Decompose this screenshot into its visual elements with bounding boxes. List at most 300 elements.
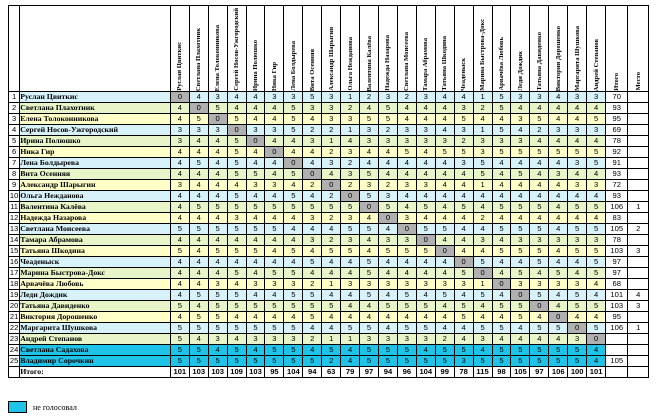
score-cell: 3 <box>530 279 549 290</box>
score-cell: 3 <box>568 279 587 290</box>
score-cell: 5 <box>322 202 341 213</box>
score-cell: 5 <box>530 356 549 367</box>
table-row <box>9 268 649 279</box>
participant-name: Ника Гир <box>20 147 171 158</box>
score-cell: 4 <box>587 213 606 224</box>
score-cell: 5 <box>530 114 549 125</box>
column-header-label: Ирина Полюшко <box>251 40 259 91</box>
score-cell: 3 <box>303 136 322 147</box>
score-cell: 3 <box>454 158 473 169</box>
score-cell: 2 <box>322 191 341 202</box>
score-cell: 4 <box>549 224 568 235</box>
score-cell: 3 <box>208 279 227 290</box>
score-cell: 4 <box>473 345 492 356</box>
score-cell: 4 <box>189 246 208 257</box>
score-cell: 5 <box>454 312 473 323</box>
score-cell: 4 <box>549 180 568 191</box>
score-cell: 3 <box>549 279 568 290</box>
score-cell: 5 <box>227 323 246 334</box>
score-cell: 4 <box>265 246 284 257</box>
column-header-label: Татьяна Давиденко <box>535 32 543 91</box>
column-header <box>549 6 568 92</box>
score-cell: 4 <box>208 345 227 356</box>
place-cell <box>628 191 649 202</box>
score-cell: 3 <box>549 125 568 136</box>
score-cell: 5 <box>227 290 246 301</box>
score-cell: 4 <box>492 334 511 345</box>
score-cell: 5 <box>265 323 284 334</box>
score-cell: 5 <box>284 103 303 114</box>
score-cell: 5 <box>208 246 227 257</box>
score-cell: 3 <box>397 136 416 147</box>
score-cell: 3 <box>341 235 360 246</box>
score-cell: 5 <box>360 224 379 235</box>
score-cell: 3 <box>568 158 587 169</box>
score-cell: 5 <box>303 356 322 367</box>
participant-name: Тамара Абрамова <box>20 235 171 246</box>
score-cell: 4 <box>170 202 189 213</box>
score-cell: 5 <box>492 103 511 114</box>
score-cell: 5 <box>492 246 511 257</box>
participant-name: Светлана Плахотник <box>20 103 171 114</box>
score-cell: 3 <box>416 334 435 345</box>
score-cell: 4 <box>454 334 473 345</box>
score-cell: 4 <box>435 103 454 114</box>
score-cell: 4 <box>492 257 511 268</box>
total-cell: 72 <box>606 180 628 191</box>
table-row <box>9 345 649 356</box>
score-cell: 3 <box>568 180 587 191</box>
total-cell: 91 <box>606 158 628 169</box>
score-cell: 5 <box>284 202 303 213</box>
score-cell: 3 <box>303 103 322 114</box>
score-cell: 4 <box>170 268 189 279</box>
score-cell: 3 <box>511 114 530 125</box>
score-cell: 5 <box>208 103 227 114</box>
row-number: 14 <box>9 235 19 244</box>
score-cell: 2 <box>378 180 397 191</box>
score-cell: 5 <box>549 268 568 279</box>
score-cell: 5 <box>416 301 435 312</box>
column-header <box>454 6 473 92</box>
score-cell: 4 <box>568 191 587 202</box>
column-header-label: Чеаденыск <box>460 58 468 91</box>
score-cell: 5 <box>492 323 511 334</box>
score-cell: 5 <box>284 301 303 312</box>
score-cell: 3 <box>416 279 435 290</box>
score-cell: 4 <box>189 92 208 103</box>
score-cell: 4 <box>435 180 454 191</box>
column-header-label: Андрей Степанов <box>592 38 600 91</box>
score-cell: 4 <box>530 158 549 169</box>
score-cell: 5 <box>511 356 530 367</box>
score-cell: 4 <box>416 257 435 268</box>
score-cell: 4 <box>378 169 397 180</box>
score-cell: 4 <box>208 191 227 202</box>
score-cell: 4 <box>284 136 303 147</box>
score-cell: 4 <box>208 169 227 180</box>
total-cell: 103 <box>606 246 628 257</box>
score-cell: 4 <box>511 257 530 268</box>
table-row <box>9 147 649 158</box>
score-cell: 4 <box>587 290 606 301</box>
table-row <box>9 103 649 114</box>
score-cell: 3 <box>397 213 416 224</box>
score-cell: 4 <box>568 268 587 279</box>
score-cell: 4 <box>341 345 360 356</box>
score-cell: 5 <box>189 114 208 125</box>
score-cell: 0 <box>189 103 208 114</box>
table-row <box>9 158 649 169</box>
column-header-label: Надежда Назарова <box>384 35 392 91</box>
participant-name: Арвачёва Любовь <box>20 279 171 290</box>
score-cell: 0 <box>549 312 568 323</box>
score-cell: 4 <box>378 158 397 169</box>
score-cell: 4 <box>189 235 208 246</box>
score-cell: 4 <box>530 334 549 345</box>
column-header-label: Арвачёва Любовь <box>497 37 505 91</box>
score-cell: 1 <box>473 92 492 103</box>
total-cell: 92 <box>606 147 628 158</box>
column-header-label: Руслан Цвиткис <box>176 42 184 91</box>
score-cell: 4 <box>492 213 511 224</box>
score-cell: 4 <box>360 147 379 158</box>
score-cell: 0 <box>416 235 435 246</box>
score-cell: 4 <box>227 235 246 246</box>
table-row <box>9 125 649 136</box>
table-row <box>9 213 649 224</box>
participant-name: Валентина Калёва <box>20 202 171 213</box>
score-cell: 5 <box>587 158 606 169</box>
score-cell: 4 <box>435 169 454 180</box>
score-cell: 5 <box>492 301 511 312</box>
row-number: 2 <box>9 103 20 114</box>
participant-name: Владимир Сорочкин <box>20 356 171 367</box>
score-cell: 5 <box>492 345 511 356</box>
table-row <box>9 257 649 268</box>
score-cell: 4 <box>378 257 397 268</box>
score-cell: 5 <box>568 202 587 213</box>
score-cell: 4 <box>246 92 265 103</box>
column-header <box>587 6 606 92</box>
total-cell: 101 <box>606 290 628 301</box>
score-cell: 3 <box>360 136 379 147</box>
score-cell: 5 <box>397 147 416 158</box>
score-cell: 5 <box>189 158 208 169</box>
score-cell: 5 <box>227 147 246 158</box>
score-cell: 4 <box>492 235 511 246</box>
score-cell: 3 <box>397 334 416 345</box>
score-cell: 4 <box>208 136 227 147</box>
score-cell: 1 <box>341 92 360 103</box>
score-cell: 4 <box>189 191 208 202</box>
score-cell: 2 <box>303 125 322 136</box>
score-cell: 5 <box>322 246 341 257</box>
score-cell: 3 <box>284 279 303 290</box>
score-cell: 4 <box>246 235 265 246</box>
score-cell: 0 <box>530 301 549 312</box>
sum-cell: 103 <box>208 367 227 378</box>
score-cell: 5 <box>246 169 265 180</box>
score-cell: 0 <box>170 92 189 103</box>
place-cell <box>628 334 649 345</box>
score-cell: 4 <box>189 279 208 290</box>
score-cell: 4 <box>170 312 189 323</box>
participant-name: Андрей Степанов <box>20 334 171 345</box>
score-cell: 4 <box>265 136 284 147</box>
score-cell: 4 <box>454 290 473 301</box>
score-cell: 4 <box>435 125 454 136</box>
participant-name: Татьяна Давиденко <box>20 301 171 312</box>
score-cell: 5 <box>397 246 416 257</box>
score-cell: 5 <box>511 268 530 279</box>
place-cell <box>628 147 649 158</box>
score-cell: 4 <box>435 114 454 125</box>
sum-cell: 97 <box>360 367 379 378</box>
score-cell: 4 <box>397 103 416 114</box>
score-cell: 3 <box>568 334 587 345</box>
sum-cell: 104 <box>284 367 303 378</box>
score-cell: 4 <box>530 191 549 202</box>
place-cell <box>628 235 649 246</box>
score-cell: 4 <box>341 301 360 312</box>
score-cell: 4 <box>435 213 454 224</box>
score-cell: 3 <box>378 334 397 345</box>
score-cell: 3 <box>435 279 454 290</box>
row-number: 3 <box>9 114 20 125</box>
score-cell: 3 <box>549 235 568 246</box>
sum-cell: 115 <box>473 367 492 378</box>
score-cell: 5 <box>322 301 341 312</box>
score-cell: 3 <box>397 180 416 191</box>
score-cell: 5 <box>265 301 284 312</box>
participant-name: Ольга Нежданова <box>20 191 171 202</box>
score-cell: 2 <box>303 180 322 191</box>
score-cell: 5 <box>303 92 322 103</box>
score-cell: 4 <box>322 268 341 279</box>
sum-cell: 97 <box>530 367 549 378</box>
score-cell: 0 <box>303 169 322 180</box>
sum-row <box>9 367 649 378</box>
score-cell: 5 <box>587 301 606 312</box>
score-cell: 4 <box>454 235 473 246</box>
participant-name: Сергей Носов-Ужгородский <box>20 125 171 136</box>
score-cell: 4 <box>454 224 473 235</box>
score-cell: 4 <box>303 191 322 202</box>
score-cell: 4 <box>360 246 379 257</box>
column-header <box>511 6 530 92</box>
score-cell: 4 <box>549 158 568 169</box>
score-cell: 5 <box>492 224 511 235</box>
score-cell: 3 <box>530 92 549 103</box>
score-cell: 3 <box>416 92 435 103</box>
score-cell: 4 <box>378 312 397 323</box>
score-cell: 5 <box>454 268 473 279</box>
score-cell: 3 <box>587 180 606 191</box>
row-number: 8 <box>9 169 20 180</box>
total-cell: 95 <box>606 312 628 323</box>
score-cell: 5 <box>170 246 189 257</box>
column-header-label: Леди Дождик <box>516 51 524 91</box>
score-cell: 5 <box>189 224 208 235</box>
score-cell: 5 <box>530 257 549 268</box>
score-cell: 5 <box>549 147 568 158</box>
score-cell: 3 <box>454 356 473 367</box>
score-cell: 5 <box>208 202 227 213</box>
score-cell: 0 <box>511 290 530 301</box>
score-cell: 4 <box>189 169 208 180</box>
score-cell: 4 <box>360 312 379 323</box>
score-cell: 3 <box>170 125 189 136</box>
header-number-col <box>9 6 20 92</box>
score-cell: 5 <box>511 246 530 257</box>
score-cell: 4 <box>246 147 265 158</box>
column-header-label: Марина Быстрова-Докс <box>479 19 487 91</box>
participant-name: Светлана Садахова <box>20 345 171 356</box>
column-header-label: Александр Шарыгин <box>327 27 335 91</box>
score-cell: 4 <box>265 114 284 125</box>
place-cell <box>628 213 649 224</box>
row-number: 22 <box>9 323 19 332</box>
score-cell: 3 <box>568 125 587 136</box>
score-cell: 5 <box>170 345 189 356</box>
score-cell: 3 <box>568 92 587 103</box>
score-cell: 5 <box>227 191 246 202</box>
column-header <box>322 6 341 92</box>
score-cell: 4 <box>265 191 284 202</box>
score-cell: 4 <box>511 125 530 136</box>
score-cell: 5 <box>492 202 511 213</box>
total-cell: 106 <box>606 202 628 213</box>
score-cell: 4 <box>549 114 568 125</box>
score-cell: 5 <box>511 224 530 235</box>
score-cell: 2 <box>473 103 492 114</box>
row-number: 6 <box>9 147 20 158</box>
column-header <box>378 6 397 92</box>
score-cell: 2 <box>322 213 341 224</box>
score-table-container <box>8 5 649 397</box>
total-cell: 69 <box>606 125 628 136</box>
score-cell: 1 <box>473 180 492 191</box>
sum-cell: 94 <box>303 367 322 378</box>
score-cell: 5 <box>435 147 454 158</box>
score-cell: 4 <box>189 213 208 224</box>
score-cell: 3 <box>322 103 341 114</box>
column-header <box>170 6 189 92</box>
score-cell: 4 <box>416 114 435 125</box>
column-header <box>435 6 454 92</box>
column-header <box>227 6 246 92</box>
place-cell <box>628 268 649 279</box>
score-cell: 4 <box>170 147 189 158</box>
score-cell: 5 <box>284 169 303 180</box>
score-cell: 3 <box>265 125 284 136</box>
score-cell: 5 <box>208 290 227 301</box>
score-cell: 4 <box>341 312 360 323</box>
score-cell: 4 <box>492 169 511 180</box>
score-cell: 5 <box>246 301 265 312</box>
score-cell: 5 <box>492 147 511 158</box>
place-cell: 3 <box>628 246 649 257</box>
score-cell: 4 <box>322 169 341 180</box>
score-cell: 4 <box>322 323 341 334</box>
score-cell: 4 <box>549 202 568 213</box>
score-cell: 5 <box>170 356 189 367</box>
score-cell: 5 <box>360 191 379 202</box>
score-cell: 5 <box>511 147 530 158</box>
score-cell: 5 <box>416 323 435 334</box>
score-cell: 2 <box>378 125 397 136</box>
score-cell: 2 <box>435 334 454 345</box>
column-header-label: Маргарита Шушкова <box>573 25 581 91</box>
score-table <box>8 5 649 378</box>
score-cell: 4 <box>170 213 189 224</box>
column-header-label: Вита Осенняя <box>308 48 316 91</box>
score-cell: 4 <box>435 312 454 323</box>
score-cell: 3 <box>473 235 492 246</box>
score-cell: 4 <box>378 268 397 279</box>
row-number: 25 <box>9 356 19 365</box>
participant-name: Татьяна Шкодина <box>20 246 171 257</box>
score-cell: 4 <box>341 136 360 147</box>
score-cell: 2 <box>341 180 360 191</box>
place-cell <box>628 114 649 125</box>
score-cell: 5 <box>530 147 549 158</box>
total-cell: 93 <box>606 191 628 202</box>
sum-row-spacer <box>9 367 20 378</box>
score-cell: 4 <box>473 246 492 257</box>
score-cell: 4 <box>170 257 189 268</box>
participant-name: Надежда Назарова <box>20 213 171 224</box>
score-cell: 3 <box>265 180 284 191</box>
score-cell: 4 <box>587 356 606 367</box>
score-cell: 4 <box>303 323 322 334</box>
score-cell: 5 <box>265 345 284 356</box>
score-cell: 4 <box>549 92 568 103</box>
place-cell: 3 <box>628 301 649 312</box>
column-header <box>416 6 435 92</box>
table-row <box>9 235 649 246</box>
score-cell: 4 <box>568 169 587 180</box>
score-cell: 5 <box>284 114 303 125</box>
column-header-label: Елена Толоконникова <box>214 24 222 91</box>
score-cell: 5 <box>568 290 587 301</box>
score-cell: 0 <box>397 224 416 235</box>
score-cell: 3 <box>341 279 360 290</box>
score-cell: 4 <box>416 158 435 169</box>
sum-cell: 101 <box>587 367 606 378</box>
score-cell: 3 <box>360 334 379 345</box>
score-cell: 5 <box>303 290 322 301</box>
score-cell: 3 <box>341 147 360 158</box>
score-cell: 4 <box>473 301 492 312</box>
score-cell: 4 <box>378 147 397 158</box>
score-cell: 5 <box>587 147 606 158</box>
score-cell: 3 <box>378 92 397 103</box>
score-cell: 4 <box>568 257 587 268</box>
score-cell: 3 <box>208 334 227 345</box>
score-cell: 4 <box>208 180 227 191</box>
score-cell: 5 <box>227 202 246 213</box>
score-cell: 4 <box>189 136 208 147</box>
score-cell: 5 <box>284 356 303 367</box>
score-cell: 3 <box>397 235 416 246</box>
score-cell: 3 <box>511 235 530 246</box>
score-cell: 4 <box>397 202 416 213</box>
score-cell: 0 <box>454 257 473 268</box>
score-cell: 3 <box>473 147 492 158</box>
score-cell: 3 <box>246 180 265 191</box>
